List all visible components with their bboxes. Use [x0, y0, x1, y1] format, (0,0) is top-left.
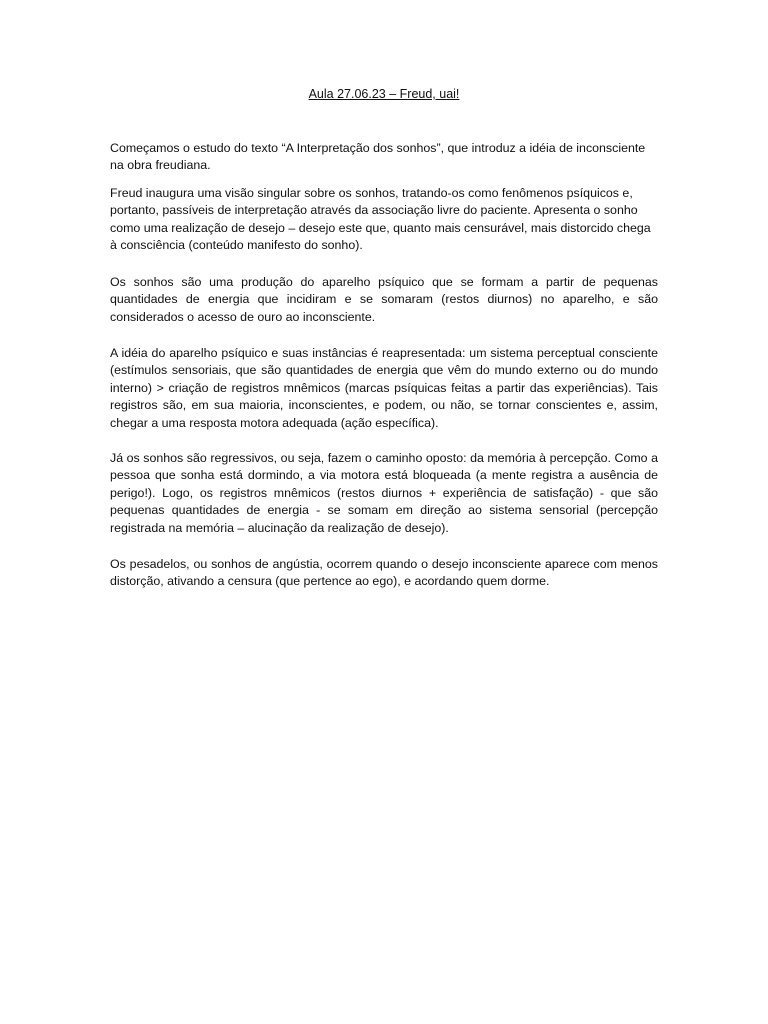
document-title: Aula 27.06.23 – Freud, uai! — [308, 87, 460, 101]
paragraph-6: Os pesadelos, ou sonhos de angústia, ocorrem quando o desejo inconsciente aparece com menos distorção, ativando a censura (que pertence ao ego), e acordando quem dorme. — [110, 557, 658, 589]
paragraph-1: Começamos o estudo do texto “A Interpretação dos sonhos”, que introduz a idéia de inconsciente na obra freudiana. — [110, 141, 646, 173]
paragraph-3: Os sonhos são uma produção do aparelho psíquico que se formam a partir de pequenas quantidades de energia que incidiram e se somaram (restos diurnos) no aparelho, e são considerados o acesso de ouro ao inconsciente. — [110, 275, 658, 324]
paragraph-4: A idéia do aparelho psíquico e suas instâncias é reapresentada: um sistema perceptual consciente (estímulos sensoriais, que são quantidades de energia que vêm do mundo externo ou do mundo interno) > criação de registros mnêmicos (marcas psíquicas feitas a partir das experiências). Tais registros são, em sua maioria, inconscientes, e podem, ou não, se tornar conscientes e, assim, chegar a uma resposta motora adequada (ação específica). — [110, 346, 658, 430]
paragraph-2: Freud inaugura uma visão singular sobre os sonhos, tratando-os como fenômenos psíquicos e, portanto, passíveis de interpretação através da associação livre do paciente. Apresenta o sonho como uma realização de desejo – desejo este que, quanto mais censurável, mais distorcido chega à consciência (conteúdo manifesto do sonho). — [110, 186, 651, 253]
paragraph-5: Já os sonhos são regressivos, ou seja, fazem o caminho oposto: da memória à percepção. Como a pessoa que sonha está dormindo, a via motora está bloqueada (a mente registra a ausência de perigo!). Logo, os registros mnêmicos (restos diurnos + experiência de satisfação) - que são pequenas quantidades de energia - se somam em direção ao sistema sensorial (percepção registrada na memória – alucinação da realização de desejo). — [110, 451, 658, 535]
